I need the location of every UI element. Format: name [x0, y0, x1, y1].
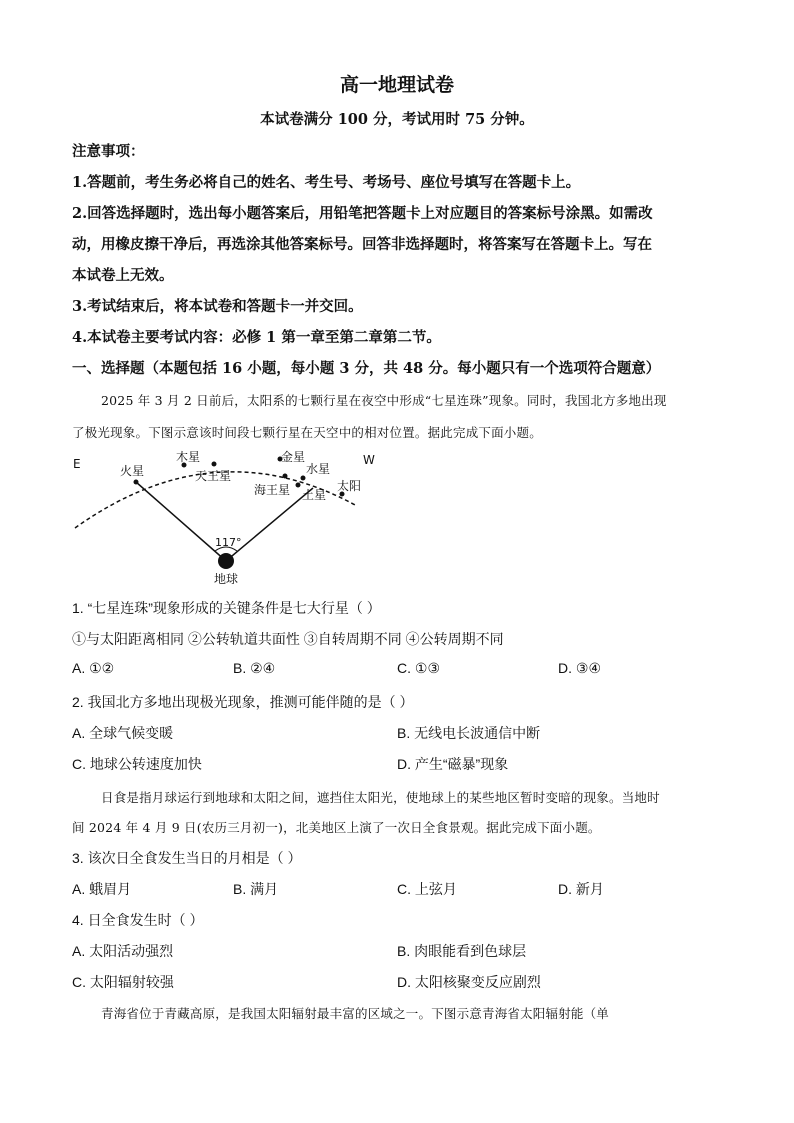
question-4-option-d: D. 太阳核聚变反应剧烈: [397, 974, 541, 990]
question-2-option-a: A. 全球气候变暖: [72, 725, 174, 741]
note-2-line-2: 动，用橡皮擦干净后，再选涂其他答案标号。回答非选择题时，将答案写在答题卡上。写在: [72, 236, 652, 253]
planet-alignment-figure: [65, 448, 385, 588]
saturn-dot: [296, 483, 301, 488]
passage-1-line-2: 了极光现象。下图示意该时间段七颗行星在天空中的相对位置。据此完成下面小题。: [72, 425, 542, 440]
question-2-option-b: B. 无线电长波通信中断: [397, 725, 541, 741]
passage-1-line-1: 2025 年 3 月 2 日前后，太阳系的七颗行星在夜空中形成“七星连珠”现象。同时，我国北方多地出现: [101, 393, 667, 408]
question-1-option-c: C. ①③: [397, 660, 440, 676]
note-2-line-3: 本试卷上无效。: [72, 267, 174, 284]
question-2-option-c: C. 地球公转速度加快: [72, 756, 202, 772]
question-1-option-b: B. ②④: [233, 660, 276, 676]
sightline-mars: [136, 482, 226, 561]
sun-label: 太阳: [337, 479, 362, 493]
question-3-option-b: B. 满月: [233, 881, 279, 897]
question-4-option-b: B. 肉眼能看到色球层: [397, 943, 527, 959]
page-title: 高一地理试卷: [339, 74, 454, 96]
question-2-stem: 2. 我国北方多地出现极光现象，推测可能伴随的是（ ）: [72, 694, 414, 710]
question-3-option-c: C. 上弦月: [397, 881, 457, 897]
note-2-line-1: 2.回答选择题时，选出每小题答案后，用铅笔把答题卡上对应题目的答案标号涂黑。如需改: [72, 205, 653, 222]
question-3-stem: 3. 该次日全食发生当日的月相是（ ）: [72, 850, 302, 866]
question-2-option-d: D. 产生“磁暴”现象: [397, 756, 509, 772]
passage-3-line-1: 青海省位于青藏高原，是我国太阳辐射最丰富的区域之一。下图示意青海省太阳辐射能（单: [101, 1006, 610, 1021]
question-3-option-a: A. 蛾眉月: [72, 881, 132, 897]
west-label: W: [363, 453, 375, 467]
question-1-items: ①与太阳距离相同 ②公转轨道共面性 ③自转周期不同 ④公转周期不同: [72, 631, 504, 647]
exam-subtitle: 本试卷满分 100 分，考试用时 75 分钟。: [260, 111, 534, 128]
notes-heading: 注意事项：: [72, 143, 145, 160]
uranus-dot: [212, 462, 217, 467]
mercury-dot: [301, 476, 306, 481]
uranus-label: 天王星: [195, 469, 232, 483]
note-3: 3.考试结束后，将本试卷和答题卡一并交回。: [72, 298, 363, 315]
question-4-option-c: C. 太阳辐射较强: [72, 974, 174, 990]
question-3-option-d: D. 新月: [558, 881, 604, 897]
angle-label: 117°: [215, 536, 242, 549]
mercury-label: 水星: [306, 462, 331, 476]
jupiter-label: 木星: [176, 450, 201, 464]
sightline-sun: [226, 488, 313, 561]
neptune-dot: [283, 474, 288, 479]
earth-label: 地球: [214, 572, 239, 586]
saturn-label: 土星: [302, 488, 327, 502]
question-1-stem: 1. “七星连珠”现象形成的关键条件是七大行星（ ）: [72, 600, 381, 616]
passage-2-line-2: 间 2024 年 4 月 9 日(农历三月初一)，北美地区上演了一次日全食景观。据此完成下面小题。: [72, 820, 601, 835]
neptune-label: 海王星: [254, 483, 291, 497]
east-label: E: [73, 457, 81, 471]
question-1-option-a: A. ①②: [72, 660, 115, 676]
venus-label: 金星: [281, 450, 306, 464]
note-1: 1.答题前，考生务必将自己的姓名、考生号、考场号、座位号填写在答题卡上。: [72, 174, 581, 191]
question-1-option-d: D. ③④: [558, 660, 601, 676]
question-4-stem: 4. 日全食发生时（ ）: [72, 912, 204, 928]
note-4: 4.本试卷主要考试内容：必修 1 第一章至第二章第二节。: [72, 329, 441, 346]
mars-dot: [134, 480, 139, 485]
passage-2-line-1: 日食是指月球运行到地球和太阳之间，遮挡住太阳光，使地球上的某些地区暂时变暗的现象。当地时: [101, 790, 660, 805]
section-heading: 一、选择题（本题包括 16 小题，每小题 3 分，共 48 分。每小题只有一个选项符合题意）: [72, 360, 661, 377]
earth-dot: [218, 553, 234, 569]
mars-label: 火星: [120, 464, 145, 478]
question-4-option-a: A. 太阳活动强烈: [72, 943, 174, 959]
